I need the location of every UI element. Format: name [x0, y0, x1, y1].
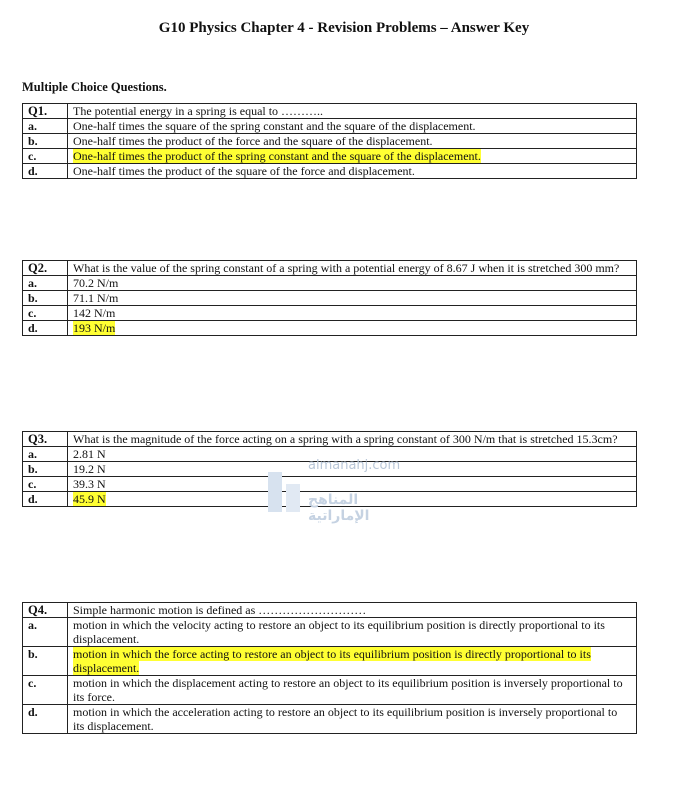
- option-text: motion in which the acceleration acting to restore an object to its equilibrium position is inversely proportional to its displacement.: [68, 705, 637, 734]
- option-text: One-half times the square of the spring constant and the square of the displacement.: [68, 119, 637, 134]
- option-text: 142 N/m: [68, 306, 637, 321]
- option-row: [23, 447, 637, 462]
- option-row-correct: [23, 149, 637, 164]
- option-letter: d.: [23, 492, 68, 507]
- option-letter: c.: [23, 149, 68, 164]
- option-text: 19.2 N: [68, 462, 637, 477]
- option-row: [23, 134, 637, 149]
- option-letter: d.: [23, 705, 68, 734]
- option-text: 39.3 N: [68, 477, 637, 492]
- option-row: [23, 618, 637, 647]
- option-letter: c.: [23, 306, 68, 321]
- option-row: [23, 705, 637, 734]
- option-text: motion in which the velocity acting to restore an object to its equilibrium position is directly proportional to its displacement.: [68, 618, 637, 647]
- question-1-table: [22, 103, 637, 179]
- option-letter: b.: [23, 291, 68, 306]
- question-number: Q3.: [23, 432, 68, 447]
- option-letter: c.: [23, 676, 68, 705]
- option-text-correct: [68, 149, 637, 164]
- option-text-correct: [68, 492, 637, 507]
- option-letter: b.: [23, 462, 68, 477]
- answer-highlight: One-half times the product of the spring constant and the square of the displacement.: [73, 149, 481, 163]
- option-row: [23, 477, 637, 492]
- option-text: One-half times the product of the force and the square of the displacement.: [68, 134, 637, 149]
- question-stem: What is the magnitude of the force acting on a spring with a spring constant of 300 N/m that is stretched 15.3cm?: [68, 432, 637, 447]
- watermark-text: almanahj.com: [308, 458, 401, 473]
- option-row: [23, 676, 637, 705]
- option-letter: d.: [23, 164, 68, 179]
- question-number: Q1.: [23, 104, 68, 119]
- option-row: [23, 164, 637, 179]
- question-stem: What is the value of the spring constant of a spring with a potential energy of 8.67 J when it is stretched 300 mm?: [68, 261, 637, 276]
- question-number: Q4.: [23, 603, 68, 618]
- option-letter: a.: [23, 618, 68, 647]
- option-letter: a.: [23, 447, 68, 462]
- option-letter: a.: [23, 119, 68, 134]
- question-number: Q2.: [23, 261, 68, 276]
- page-title: G10 Physics Chapter 4 - Revision Problems – Answer Key: [158, 20, 530, 36]
- question-4-table: [22, 602, 637, 734]
- option-letter: b.: [23, 647, 68, 676]
- option-text: One-half times the product of the square of the force and displacement.: [68, 164, 637, 179]
- question-stem: The potential energy in a spring is equal to ………..: [68, 104, 637, 119]
- question-2-table: [22, 260, 637, 336]
- option-row: [23, 276, 637, 291]
- question-stem: Simple harmonic motion is defined as ………………………: [68, 603, 637, 618]
- option-row-correct: [23, 321, 637, 336]
- answer-highlight: motion in which the force acting to restore an object to its equilibrium position is directly proportional to its displacement.: [73, 647, 591, 675]
- option-text-correct: [68, 321, 637, 336]
- question-3-table: [22, 431, 637, 507]
- watermark-arabic-text: المناهج الإماراتية: [308, 492, 370, 524]
- option-row-correct: [23, 647, 637, 676]
- option-row: [23, 119, 637, 134]
- answer-highlight: 45.9 N: [73, 492, 106, 506]
- option-text: 2.81 N: [68, 447, 637, 462]
- option-row-correct: [23, 492, 637, 507]
- answer-highlight: 193 N/m: [73, 321, 116, 335]
- option-letter: c.: [23, 477, 68, 492]
- option-row: [23, 462, 637, 477]
- option-text-correct: [68, 647, 637, 676]
- option-text: motion in which the displacement acting to restore an object to its equilibrium position is inversely proportional to its force.: [68, 676, 637, 705]
- section-heading: Multiple Choice Questions.: [22, 80, 167, 94]
- option-text: 70.2 N/m: [68, 276, 637, 291]
- option-letter: d.: [23, 321, 68, 336]
- option-text: 71.1 N/m: [68, 291, 637, 306]
- option-letter: b.: [23, 134, 68, 149]
- option-row: [23, 291, 637, 306]
- option-row: [23, 306, 637, 321]
- option-letter: a.: [23, 276, 68, 291]
